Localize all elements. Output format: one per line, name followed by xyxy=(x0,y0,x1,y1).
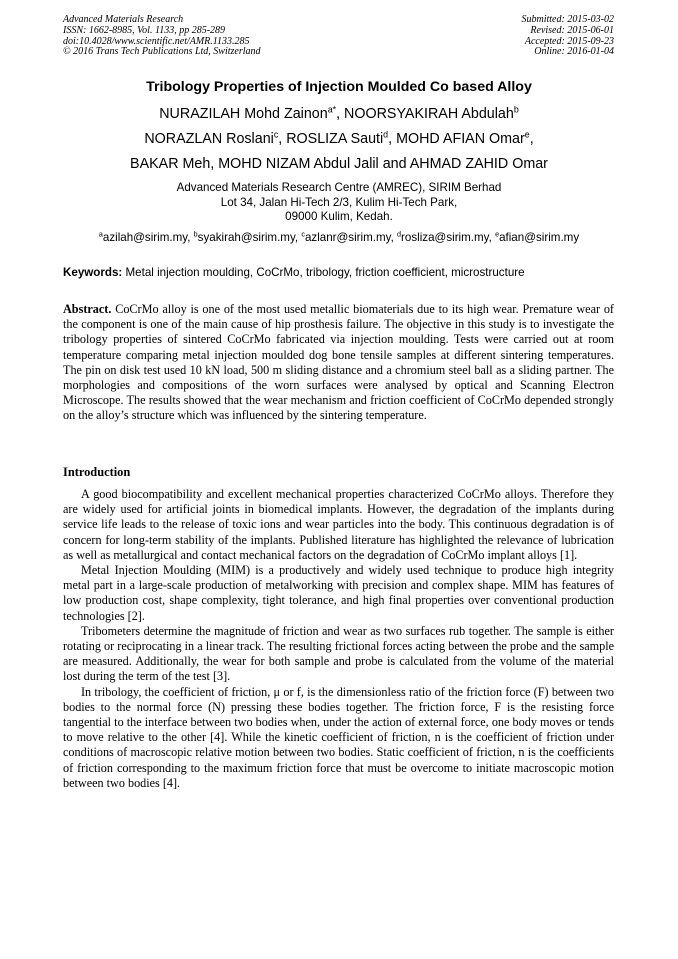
paragraph: In tribology, the coefficient of friction, μ or f, is the dimensionless ratio of the friction force (F) between two bodies to the normal force (N) pressing these bodies together. The friction force, F is the resisting force tangential to the interface between two bodies when, under the action of external force, one body moves or tends to move relative to the other [4]. While the kinetic coefficient of friction, n is the coefficient of friction under conditions of macroscopic relative motion between two bodies. Static coefficient of friction, n is the coefficients of friction corresponding to the maximum friction force that must be overcome to initiate macroscopic motion between two bodies [4]. xyxy=(63,684,614,790)
email-superscript: b xyxy=(193,229,198,239)
keywords xyxy=(63,266,623,279)
author-superscript: a* xyxy=(327,104,337,115)
author-line-3: BAKAR Meh, MOHD NIZAM Abdul Jalil and AHMAD ZAHID Omar xyxy=(130,156,548,172)
revised-date: Revised: 2015-06-01 xyxy=(530,24,614,36)
online-date: Online: 2016-01-04 xyxy=(534,46,614,58)
section-heading-introduction: Introduction xyxy=(63,465,131,479)
journal-name: Advanced Materials Research xyxy=(63,14,184,25)
paper-title: Tribology Properties of Injection Moulded Co based Alloy xyxy=(146,79,532,95)
paragraph: Tribometers determine the magnitude of friction and wear as two surfaces rub together. The sample is either rotating or reciprocating in a linear track. The resulting frictional forces acting between the probe and the sample are measured. Additionally, the wear for both sample and probe is calculated from the volume of the material lost during the term of the test [3]. xyxy=(63,623,614,684)
author-name: NORAZLAN Roslani xyxy=(144,131,274,147)
author-list xyxy=(0,102,678,177)
email-list: $^a$azilah@sirim.my, $^b$syakirah@sirim.my, $^c$azlanr@sirim.my, $^d$rosliza@sirim.my, $^e$afian@sirim.my xyxy=(98,229,580,244)
author-line-1: NURAZILAH Mohd Zainon$^{a*}$, NOORSYAKIRAH Abdulah$^b$ xyxy=(159,104,519,122)
email-superscript: d xyxy=(397,229,402,239)
author-name: NURAZILAH Mohd Zainon xyxy=(159,106,328,122)
author-superscript: e xyxy=(524,129,530,140)
abstract-text: CoCrMo alloy is one of the most used metallic biomaterials due to its high wear. Premature wear of the component is one of the main cause of hip prosthesis failure. The objective in this study is to investigate the tribology properties of sintered CoCrMo fabricated via injection moulding. Tests were carried out at room temperature comparing metal injection moulded dog bone tensile samples at different sintering temperatures. The pin on disk test used 10 kN load, 500 m sliding distance and a chromium steel ball as a sliding partner. The morphologies and compositions of the worn surfaces were analysed by optical and Scanning Electron Microscope. The results showed that the wear mechanism and friction coefficient of CoCrMo depended strongly on the alloy’s structure which was influenced by the sintering temperature. xyxy=(63,302,614,423)
copyright-line: © 2016 Trans Tech Publications Ltd, Switzerland xyxy=(63,46,261,58)
keywords-label: Keywords: xyxy=(63,266,123,279)
abstract-label: Abstract. xyxy=(63,302,112,316)
email-superscript: a xyxy=(98,229,103,239)
author-superscript: c xyxy=(273,129,279,140)
author-name: MOHD AFIAN Omar xyxy=(396,131,525,147)
email-superscript: c xyxy=(301,229,305,239)
paragraph: Metal Injection Moulding (MIM) is a productively and widely used technique to produce high integrity metal part in a large-scale production of metalworking with precision and complex shape. MIM has features of low production cost, shape complexity, tight tolerance, and high final properties over conventional production technologies [2]. xyxy=(63,563,614,623)
email-link[interactable]: rosliza@sirim.my xyxy=(401,231,489,244)
author-superscript: b xyxy=(513,104,519,115)
email-link[interactable]: afian@sirim.my xyxy=(499,231,580,244)
publication-dates xyxy=(522,15,615,58)
email-link[interactable]: syakirah@sirim.my xyxy=(197,231,295,244)
affiliation-line: Advanced Materials Research Centre (AMREC), SIRIM Berhad xyxy=(176,181,502,194)
author-superscript: d xyxy=(383,129,389,140)
submitted-date: Submitted: 2015-03-02 xyxy=(521,14,614,25)
doi-line[interactable]: doi:10.4028/www.scientific.net/AMR.1133.285 xyxy=(63,35,250,47)
abstract xyxy=(63,302,614,424)
introduction-body xyxy=(63,487,614,791)
paragraph: A good biocompatibility and excellent mechanical properties characterized CoCrMo alloys. Therefore they are widely used for artificial joints in biomedical implants. However, the degradation of the implants during service life leads to the release of toxic ions and wear particles into the body. This continuous degradation is of concern for long-term stability of the implants. Published literature has highlighted the relevance of lubrication as well as metallurgical and contact mechanical factors on the degradation of CoCrMo implant alloys [1]. xyxy=(63,487,614,562)
accepted-date: Accepted: 2015-09-23 xyxy=(524,35,614,47)
author-line-2: NORAZLAN Roslani$^c$, ROSLIZA Sauti$^d$, MOHD AFIAN Omar$^e$, xyxy=(144,129,534,147)
email-superscript: e xyxy=(495,229,500,239)
affiliation-line: 09000 Kulim, Kedah. xyxy=(285,210,393,224)
publication-info xyxy=(63,15,261,58)
issn-line: ISSN: 1662-8985, Vol. 1133, pp 285-289 xyxy=(63,24,226,36)
affiliation-line: Lot 34, Jalan Hi-Tech 2/3, Kulim Hi-Tech Park, xyxy=(220,195,458,209)
email-link[interactable]: azlanr@sirim.my xyxy=(304,231,391,244)
author-name: ROSLIZA Sauti xyxy=(286,131,384,147)
email-link[interactable]: azilah@sirim.my xyxy=(102,231,188,244)
affiliation xyxy=(0,181,678,225)
author-name: NOORSYAKIRAH Abdulah xyxy=(344,106,514,122)
keywords-text: Metal injection moulding, CoCrMo, tribology, friction coefficient, microstructure xyxy=(125,266,525,279)
